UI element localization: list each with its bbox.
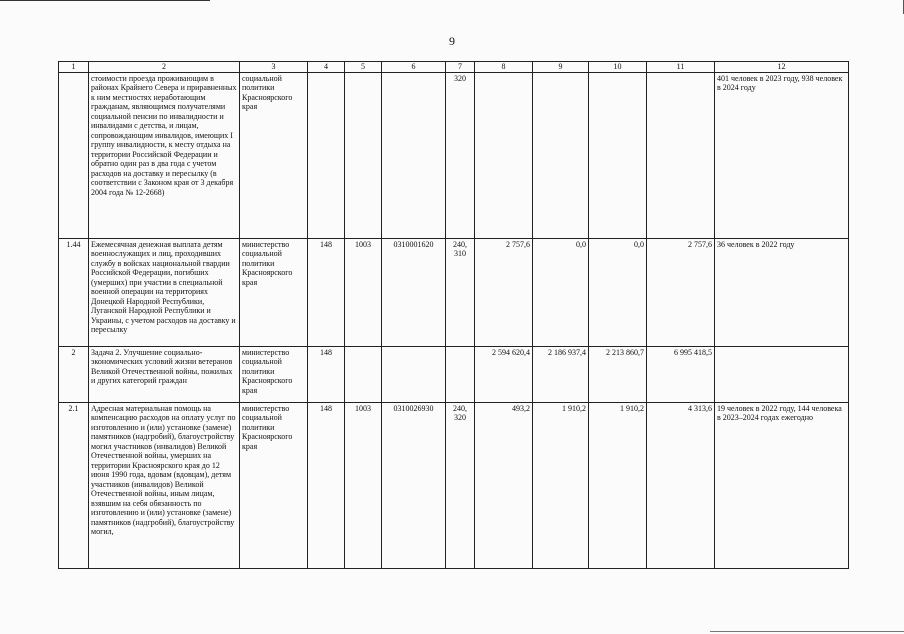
section-cell: [345, 72, 382, 238]
amount-cell: 1 910,2: [533, 402, 589, 568]
amount-cell: 2 186 937,4: [533, 346, 589, 402]
expense-type-cell: 240, 320: [446, 402, 475, 568]
executor-cell: министерство социальной политики Красноярского края: [240, 402, 308, 568]
expense-type-cell: 320: [446, 72, 475, 238]
measure-name-cell: Задача 2. Улучшение социально-экономических условий жизни ветеранов Великой Отечественной войны, пожилых и других категорий граждан: [89, 346, 240, 402]
executor-cell: министерство социальной политики Красноярского края: [240, 346, 308, 402]
amount-cell: [589, 72, 647, 238]
amount-cell: 1 910,2: [589, 402, 647, 568]
page-number: 9: [449, 34, 455, 48]
target-code-cell: 0310001620: [382, 238, 446, 346]
budget-table: [58, 61, 849, 569]
total-cell: 6 995 418,5: [647, 346, 715, 402]
result-cell: 401 человек в 2023 году, 938 человек в 2024 году: [715, 72, 849, 238]
column-header: 9: [533, 62, 589, 73]
code-cell: 148: [308, 402, 345, 568]
amount-cell: 2 594 620,4: [475, 346, 533, 402]
total-cell: 2 757,6: [647, 238, 715, 346]
measure-name-cell: Адресная материальная помощь на компенсацию расходов на оплату услуг по изготовлению и (или) установке (замене) памятников (надгробий), благоустройству могил участников (инвалидов) Великой Отечественной войны, умерших на территории Красноярского края до 12 июня 1990 года, вдовам (вдовцам), детям участников (инвалидов) Великой Отечественной войны, иным лицам, взявшим на себя обязанность по изготовлению и (или) установке (замене) памятников (надгробий), благоустройству могил,: [89, 402, 240, 568]
column-header: 4: [308, 62, 345, 73]
column-header: 5: [345, 62, 382, 73]
target-code-cell: [382, 346, 446, 402]
total-cell: [647, 72, 715, 238]
table-row: [59, 402, 849, 568]
amount-cell: [533, 72, 589, 238]
executor-cell: министерство социальной политики Красноярского края: [240, 238, 308, 346]
row-number-cell: [59, 72, 89, 238]
amount-cell: 0,0: [533, 238, 589, 346]
column-header: 7: [446, 62, 475, 73]
result-cell: 36 человек в 2022 году: [715, 238, 849, 346]
amount-cell: 0,0: [589, 238, 647, 346]
code-cell: 148: [308, 346, 345, 402]
amount-cell: [475, 72, 533, 238]
column-header: 2: [89, 62, 240, 73]
amount-cell: 2 757,6: [475, 238, 533, 346]
column-header: 6: [382, 62, 446, 73]
amount-cell: 2 213 860,7: [589, 346, 647, 402]
measure-name-cell: Ежемесячная денежная выплата детям военнослужащих и лиц, проходивших службу в войсках национальной гвардии Российской Федерации, погибших (умерших) при участии в специальной военной операции на территориях Донецкой Народной Республики, Луганской Народной Республики и Украины, с учетом расходов на доставку и пересылку: [89, 238, 240, 346]
code-cell: 148: [308, 238, 345, 346]
table-header-row: [59, 62, 849, 73]
total-cell: 4 313,6: [647, 402, 715, 568]
scan-edge-line-bottom: [710, 631, 904, 632]
table-row: [59, 238, 849, 346]
column-header: 1: [59, 62, 89, 73]
target-code-cell: 0310026930: [382, 402, 446, 568]
section-cell: 1003: [345, 402, 382, 568]
section-cell: [345, 346, 382, 402]
expense-type-cell: [446, 346, 475, 402]
row-number-cell: 1.44: [59, 238, 89, 346]
measure-name-cell: стоимости проезда проживающим в районах Крайнего Севера и приравненных к ним местностях неработающим гражданам, являющимся получателями социальной пенсии по инвалидности и инвалидами с детства, и лицам, сопровождающим инвалидов, имеющих I группу инвалидности, к месту отдыха на территории Российской Федерации и обратно один раз в два года с учетом расходов на доставку и пересылку (в соответствии с Законом края от 3 декабря 2004 года № 12-2668): [89, 72, 240, 238]
result-cell: 19 человек в 2022 году, 144 человека в 2023–2024 годах ежегодно: [715, 402, 849, 568]
column-header: 10: [589, 62, 647, 73]
amount-cell: 493,2: [475, 402, 533, 568]
row-number-cell: 2.1: [59, 402, 89, 568]
table-row: [59, 346, 849, 402]
expense-type-cell: 240, 310: [446, 238, 475, 346]
executor-cell: социальной политики Красноярского края: [240, 72, 308, 238]
column-header: 3: [240, 62, 308, 73]
row-number-cell: 2: [59, 346, 89, 402]
column-header: 12: [715, 62, 849, 73]
target-code-cell: [382, 72, 446, 238]
column-header: 8: [475, 62, 533, 73]
section-cell: 1003: [345, 238, 382, 346]
column-header: 11: [647, 62, 715, 73]
result-cell: [715, 346, 849, 402]
code-cell: [308, 72, 345, 238]
table-row: [59, 72, 849, 238]
scan-edge-line-top: [0, 0, 210, 1]
